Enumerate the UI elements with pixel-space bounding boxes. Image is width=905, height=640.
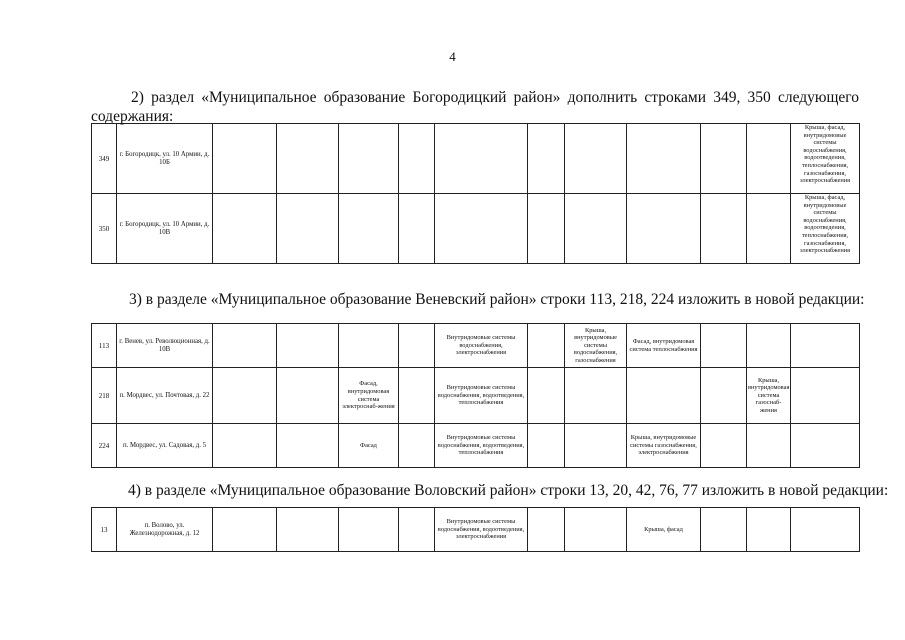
table-row [92, 124, 860, 194]
cell [528, 324, 565, 368]
section-heading-venev: 3) в разделе «Муниципальное образование Веневский район» строки 113, 218, 224 изложить в новой редакции: [129, 291, 865, 308]
heading-line-1: 2) раздел «Муниципальное образование Богородицкий район» дополнить строками 349, 350 следующего [131, 89, 859, 106]
cell [213, 194, 277, 264]
cell [213, 424, 277, 468]
cell [627, 124, 701, 194]
works-cell [747, 324, 791, 368]
works-cell: Крыша, фасад, внутридомовые системы водоснабжения, водоотведения, теплоснабжения, газоснабжения, электроснабжения [791, 194, 860, 264]
cell [277, 368, 339, 424]
row-number: 224 [92, 424, 117, 468]
cell [277, 424, 339, 468]
cell [277, 324, 339, 368]
cell [701, 124, 747, 194]
works-cell: Фасад [339, 424, 399, 468]
cell [339, 124, 399, 194]
works-cell: Внутридомовые системы водоснабжения, электроснабжения [435, 324, 528, 368]
cell [791, 324, 860, 368]
cell [528, 368, 565, 424]
section-heading-volovo: 4) в разделе «Муниципальное образование Воловский район» строки 13, 20, 42, 76, 77 изложить в новой редакции: [128, 482, 889, 499]
works-cell: Крыша, фасад, внутридомовые системы водоснабжения, водоотведения, теплоснабжения, газоснабжения, электроснабжения [791, 124, 860, 194]
cell [435, 124, 528, 194]
table-row [92, 508, 860, 552]
cell [701, 508, 747, 552]
table-row [92, 194, 860, 264]
cell [701, 194, 747, 264]
cell [399, 508, 435, 552]
row-number: 13 [92, 508, 117, 552]
works-cell [565, 368, 627, 424]
cell [399, 368, 435, 424]
table-row [92, 424, 860, 468]
cell [565, 194, 627, 264]
table-volovo [91, 507, 860, 552]
cell [701, 368, 747, 424]
table-row [92, 324, 860, 368]
cell [701, 424, 747, 468]
row-address: п. Мордвес, ул. Почтовая, д. 22 [117, 368, 213, 424]
cell [399, 194, 435, 264]
cell [213, 324, 277, 368]
cell [277, 194, 339, 264]
works-cell: Внутридомовые системы водоснабжения, водоотведения, теплоснабжения [435, 368, 528, 424]
works-cell: Внутридомовые системы водоснабжения, водоотведения, теплоснабжения [435, 424, 528, 468]
row-address: г. Богородицк, ул. 10 Армии, д. 10В [117, 194, 213, 264]
cell [339, 194, 399, 264]
works-cell [627, 368, 701, 424]
works-cell: Фасад, внутридомовая система теплоснабжения [627, 324, 701, 368]
table-row [92, 368, 860, 424]
row-address: п. Мордвес, ул. Садовая, д. 5 [117, 424, 213, 468]
cell [277, 508, 339, 552]
works-cell: Крыша, фасад [627, 508, 701, 552]
cell [627, 194, 701, 264]
row-address: г. Богородицк, ул. 10 Армии, д. 10Б [117, 124, 213, 194]
cell [399, 324, 435, 368]
row-number: 349 [92, 124, 117, 194]
works-cell: Внутридомовые системы водоснабжения, водоотведения, электроснабжения [435, 508, 528, 552]
cell [528, 508, 565, 552]
works-cell [565, 424, 627, 468]
page-number: 4 [449, 49, 456, 64]
cell [791, 508, 860, 552]
works-cell [339, 324, 399, 368]
heading-line-2: содержания: [91, 108, 174, 125]
works-cell [747, 424, 791, 468]
works-cell: Крыша, внутридомовые системы водоснабжения, газоснабжения [565, 324, 627, 368]
works-cell: Крыша, внутридомовые системы газоснабжения, электроснабжения [627, 424, 701, 468]
cell [399, 424, 435, 468]
cell [565, 508, 627, 552]
cell [701, 324, 747, 368]
cell [747, 124, 791, 194]
cell [747, 508, 791, 552]
works-cell: Фасад, внутридомовая система электроснаб-жения [339, 368, 399, 424]
cell [435, 194, 528, 264]
row-number: 218 [92, 368, 117, 424]
cell [339, 508, 399, 552]
table-bogoroditsk [91, 123, 860, 264]
cell [528, 194, 565, 264]
row-address: п. Волово, ул. Железнодорожная, д. 12 [117, 508, 213, 552]
cell [277, 124, 339, 194]
cell [791, 424, 860, 468]
cell [528, 424, 565, 468]
row-address: г. Венев, ул. Революционная, д. 10В [117, 324, 213, 368]
cell [399, 124, 435, 194]
row-number: 350 [92, 194, 117, 264]
cell [565, 124, 627, 194]
row-number: 113 [92, 324, 117, 368]
cell [213, 368, 277, 424]
section-heading-bogoroditsk [131, 88, 859, 107]
cell [791, 368, 860, 424]
works-cell: Крыша, внутридомовая система газоснаб-жения [747, 368, 791, 424]
cell [213, 124, 277, 194]
cell [213, 508, 277, 552]
cell [747, 194, 791, 264]
table-venev [91, 323, 860, 468]
cell [528, 124, 565, 194]
